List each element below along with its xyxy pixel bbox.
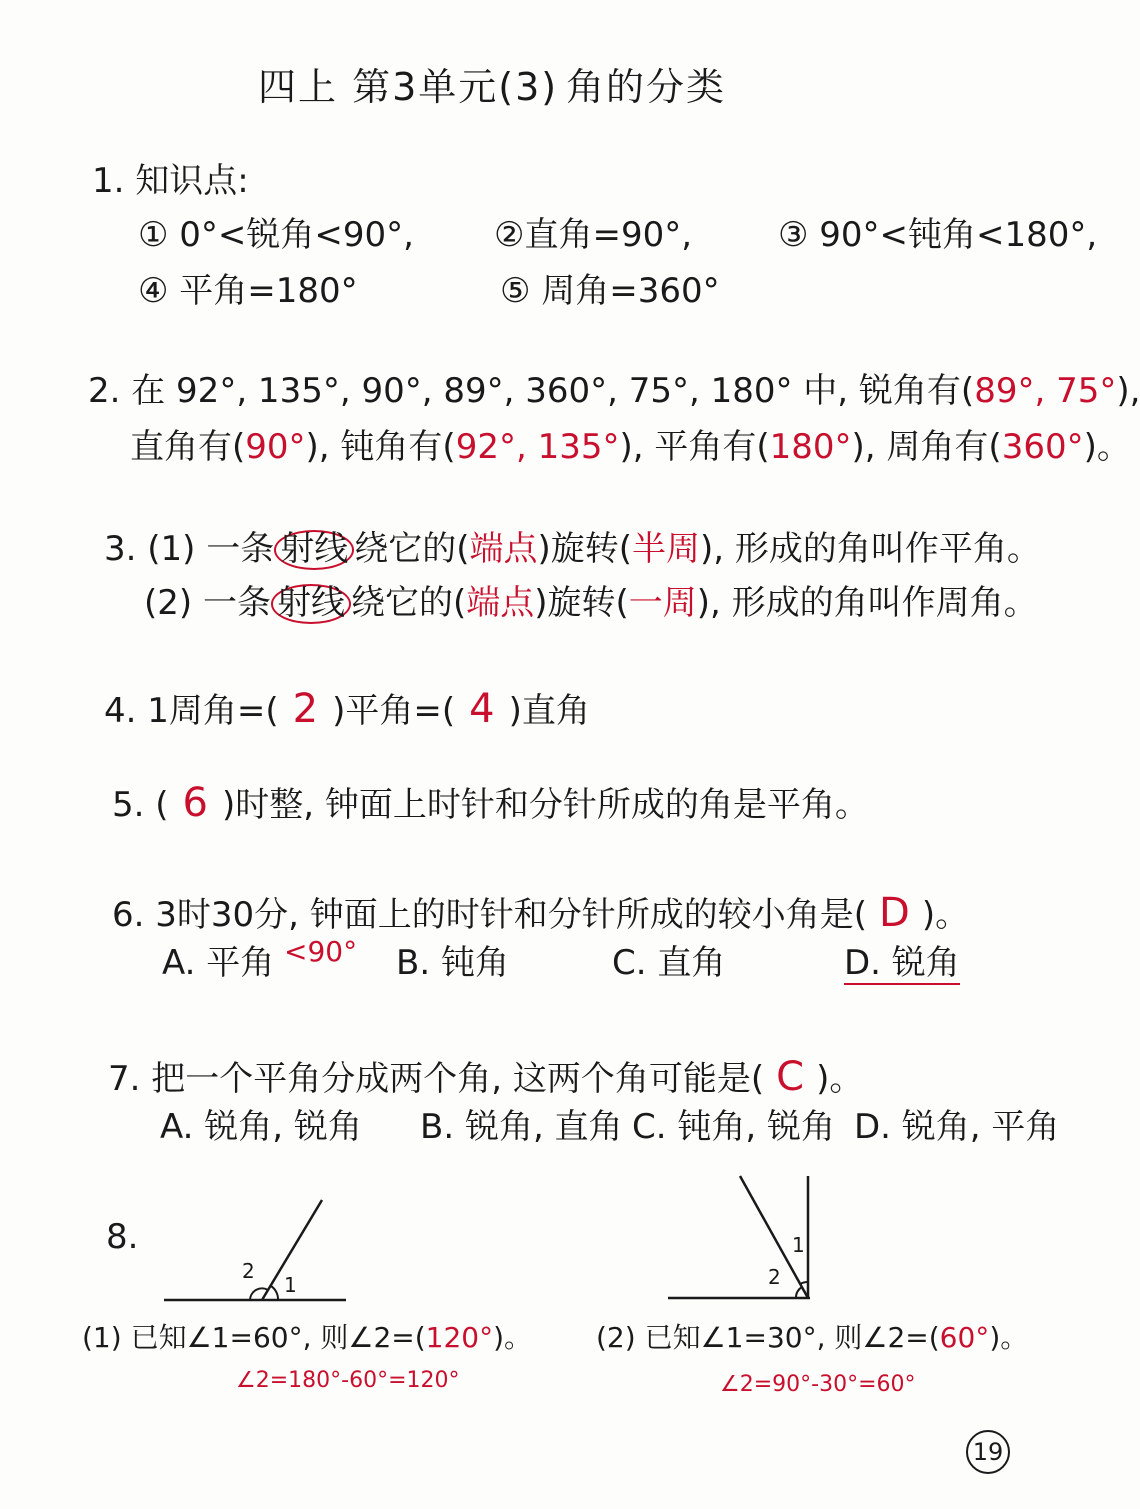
q8-d2-label-2: 2 [768,1265,781,1289]
q7-option-b: B. 锐角, 直角 [420,1107,623,1147]
q8-d1-label-1: 1 [284,1273,297,1297]
q6-text-a: 6. 3时30分, 钟面上的时针和分针所成的较小角是( [112,895,868,935]
q6-answer: D [879,890,910,936]
q2-text-1b: ), [1116,371,1140,411]
q5-answer: 6 [182,780,208,826]
q2-answer-acute: 89°, 75° [974,371,1117,411]
q2-answer-right: 90° [245,427,306,467]
q8-part-2 [596,1322,1028,1354]
page-number: 19 [966,1430,1010,1474]
q8-p2-answer: 60° [939,1321,990,1354]
q3-text-1d: ), 形成的角叫作平角。 [700,529,1041,569]
q8-p2-work: ∠2=90°-30°=60° [720,1372,916,1397]
q2-text-2c: ), 平角有( [619,427,770,467]
q8-part-1 [82,1322,532,1354]
q4-text-a: 4. 1周角=( [104,691,279,731]
q6-option-c: C. 直角 [612,943,726,983]
q3-text-2d: ), 形成的角叫作周角。 [696,583,1038,623]
q1-item-acute: ① 0°<锐角<90°, [138,215,414,255]
q3-answer-full-turn: 一周 [628,583,697,623]
q1-item-right: ②直角=90°, [494,215,693,255]
q8-p2-text-a: (2) 已知∠1=30°, 则∠2=( [596,1321,940,1354]
q8-p1-work: ∠2=180°-60°=120° [236,1368,460,1393]
q3-ray-circled: 射线 [274,530,354,570]
q8-p2-text-b: )。 [989,1321,1029,1354]
page-title: 四上 第3单元(3) [258,65,559,109]
q4-answer-1: 2 [292,686,319,732]
q6-option-b: B. 钝角 [396,943,509,983]
q2-text-1: 2. 在 92°, 135°, 90°, 89°, 360°, 75°, 180° 中, 锐角有( [88,371,975,411]
q8-p1-answer: 120° [425,1321,494,1354]
q3-ray-circled-2: 射线 [271,584,351,624]
q3-text-2a: (2) 一条 [144,583,271,623]
q1-heading: 1. 知识点: [92,161,249,201]
page-subtitle: 角的分类 [566,65,727,109]
q2-answer-straight: 180° [769,427,852,467]
q3-text-1c: )旋转( [537,529,633,569]
q7-text-b: )。 [816,1059,864,1099]
q8-heading: 8. [106,1217,139,1257]
q6-text-b: )。 [921,895,970,935]
q4-answer-2: 4 [469,686,495,732]
q3-answer-half-turn: 半周 [632,529,701,569]
q7-option-d: D. 锐角, 平角 [854,1107,1060,1147]
q3-text-1a: 3. (1) 一条 [104,529,275,569]
q3-text-2b: 绕它的( [350,583,467,623]
q2-answer-obtuse: 92°, 135° [455,427,620,467]
q7-option-c: C. 钝角, 锐角 [632,1107,835,1147]
q8-d1-arc-1 [271,1286,278,1300]
q2-text-2e: )。 [1083,427,1131,467]
q8-d2-label-1: 1 [792,1233,805,1257]
q7-answer: C [776,1054,805,1100]
q4-text-b: )平角=( [332,691,456,731]
q2-text-2b: ), 钝角有( [305,427,456,467]
q5-text-b: )时整, 钟面上时针和分针所成的角是平角。 [221,785,869,825]
q7-option-a: A. 锐角, 锐角 [160,1107,362,1147]
q3-text-1b: 绕它的( [354,529,470,569]
q8-d2-arc-2 [796,1287,802,1298]
q3-text-2c: )旋转( [534,583,629,623]
q8-p1-text-b: )。 [493,1321,533,1354]
q6-option-a: A. 平角 [162,943,275,983]
q8-d1-label-2: 2 [242,1259,255,1283]
q3-answer-endpoint-2: 端点 [466,583,535,623]
q4-text-c: )直角 [508,691,590,731]
q3-answer-endpoint-1: 端点 [469,529,538,569]
q1-item-obtuse: ③ 90°<钝角<180°, [778,215,1098,255]
q7-text-a: 7. 把一个平角分成两个角, 这两个角可能是( [108,1059,765,1099]
q1-item-full: ⑤ 周角=360° [500,271,720,311]
q8-p1-text-a: (1) 已知∠1=60°, 则∠2=( [82,1321,426,1354]
q2-text-2d: ), 周角有( [851,427,1002,467]
q6-note: <90° [284,935,358,968]
q5-text-a: 5. ( [112,785,169,825]
q2-answer-full: 360° [1001,427,1084,467]
q1-item-straight: ④ 平角=180° [138,271,358,311]
q2-text-2a: 直角有( [130,427,246,467]
q6-option-d-text: D. 锐角 [844,943,960,983]
